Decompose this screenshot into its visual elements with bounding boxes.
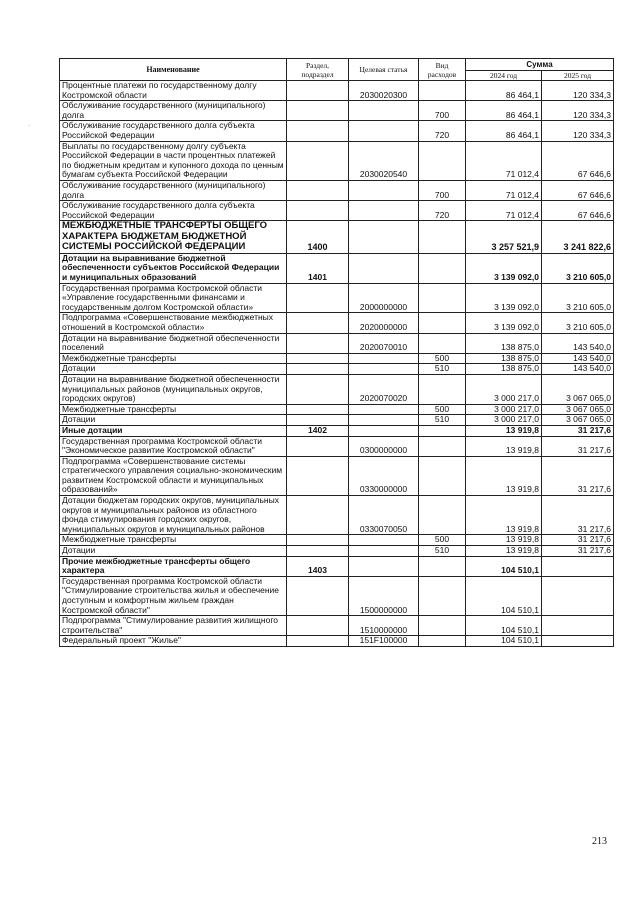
row-exp-type-cell (419, 456, 466, 495)
row-amount-2025-cell: 3 210 605,0 (542, 283, 614, 313)
row-name-cell: Обслуживание государственного долга субъекта Российской Федерации (60, 201, 287, 221)
row-amount-2024-cell: 3 000 217,0 (466, 374, 542, 404)
row-exp-type-cell (419, 436, 466, 456)
row-target-cell (349, 253, 419, 283)
row-name-cell: Процентные платежи по государственному долгу Костромской области (60, 81, 287, 101)
row-name-cell: Дотации бюджетам городских округов, муниципальных округов и муниципальных районов из областного фонда стимулирования городских округов, муниципальных округов и муниципальных районов (60, 496, 287, 535)
row-target-cell (349, 535, 419, 546)
row-section-cell (287, 535, 349, 546)
row-amount-2024-cell: 138 875,0 (466, 333, 542, 353)
row-target-cell (349, 556, 419, 576)
row-exp-type-cell (419, 313, 466, 333)
row-exp-type-cell (419, 496, 466, 535)
row-target-cell: 0330000000 (349, 456, 419, 495)
table-row (60, 180, 614, 200)
row-name-cell: Дотации (60, 364, 287, 375)
row-name-cell: МЕЖБЮДЖЕТНЫЕ ТРАНСФЕРТЫ ОБЩЕГО ХАРАКТЕРА БЮДЖЕТАМ БЮДЖЕТНОЙ СИСТЕМЫ РОССИЙСКОЙ ФЕДЕРАЦИИ (60, 221, 287, 254)
row-amount-2024-cell: 138 875,0 (466, 364, 542, 375)
row-amount-2024-cell: 71 012,4 (466, 141, 542, 180)
row-section-cell (287, 313, 349, 333)
table-row (60, 415, 614, 426)
row-section-cell: 1400 (287, 221, 349, 254)
header-target: Целевая статья (349, 59, 419, 81)
row-name-cell: Обслуживание государственного долга субъекта Российской Федерации (60, 121, 287, 141)
row-section-cell: 1401 (287, 253, 349, 283)
row-name-cell: Дотации на выравнивание бюджетной обеспеченности поселений (60, 333, 287, 353)
row-exp-type-cell: 700 (419, 180, 466, 200)
row-section-cell (287, 456, 349, 495)
row-section-cell (287, 576, 349, 615)
table-row (60, 374, 614, 404)
row-amount-2024-cell: 86 464,1 (466, 81, 542, 101)
table-row (60, 313, 614, 333)
row-target-cell (349, 201, 419, 221)
row-section-cell (287, 180, 349, 200)
row-section-cell (287, 616, 349, 636)
row-amount-2025-cell: 67 646,6 (542, 141, 614, 180)
row-name-cell: Межбюджетные трансферты (60, 404, 287, 415)
table-row (60, 364, 614, 375)
row-amount-2025-cell: 3 067 065,0 (542, 404, 614, 415)
row-amount-2024-cell: 13 919,8 (466, 496, 542, 535)
row-target-cell (349, 180, 419, 200)
row-amount-2025-cell: 31 217,6 (542, 425, 614, 436)
row-section-cell (287, 81, 349, 101)
row-exp-type-cell: 720 (419, 201, 466, 221)
row-amount-2025-cell: 120 334,3 (542, 101, 614, 121)
row-exp-type-cell: 500 (419, 404, 466, 415)
row-target-cell (349, 121, 419, 141)
table-row (60, 81, 614, 101)
row-amount-2024-cell: 104 510,1 (466, 616, 542, 636)
row-amount-2025-cell: 3 241 822,6 (542, 221, 614, 254)
header-year-2024: 2024 год (466, 71, 542, 81)
row-section-cell (287, 436, 349, 456)
row-target-cell: 2030020300 (349, 81, 419, 101)
row-name-cell: Дотации (60, 415, 287, 426)
row-exp-type-cell: 510 (419, 415, 466, 426)
row-target-cell: 1510000000 (349, 616, 419, 636)
row-exp-type-cell: 500 (419, 535, 466, 546)
table-row (60, 636, 614, 647)
table-row (60, 404, 614, 415)
row-target-cell: 2030020540 (349, 141, 419, 180)
table-row (60, 333, 614, 353)
table-row (60, 283, 614, 313)
row-name-cell: Государственная программа Костромской области «Управление государственными финансами и государственным долгом Костромской области» (60, 283, 287, 313)
table-row (60, 121, 614, 141)
header-year-2025: 2025 год (542, 71, 614, 81)
row-exp-type-cell (419, 253, 466, 283)
row-amount-2024-cell: 13 919,8 (466, 546, 542, 557)
budget-table (59, 58, 614, 647)
margin-mark: · (28, 123, 30, 129)
row-exp-type-cell: 510 (419, 546, 466, 557)
row-target-cell: 2020000000 (349, 313, 419, 333)
row-section-cell (287, 201, 349, 221)
row-target-cell (349, 404, 419, 415)
row-name-cell: Дотации (60, 546, 287, 557)
table-row (60, 436, 614, 456)
row-target-cell: 151F100000 (349, 636, 419, 647)
table-row (60, 201, 614, 221)
row-target-cell (349, 364, 419, 375)
row-amount-2025-cell: 31 217,6 (542, 456, 614, 495)
row-section-cell: 1402 (287, 425, 349, 436)
row-amount-2025-cell: 67 646,6 (542, 180, 614, 200)
row-amount-2025-cell (542, 556, 614, 576)
row-amount-2025-cell: 3 067 065,0 (542, 374, 614, 404)
row-amount-2024-cell: 3 000 217,0 (466, 404, 542, 415)
row-target-cell: 2000000000 (349, 283, 419, 313)
row-amount-2024-cell: 104 510,1 (466, 576, 542, 615)
table-row (60, 616, 614, 636)
row-amount-2024-cell: 104 510,1 (466, 636, 542, 647)
row-section-cell (287, 404, 349, 415)
table-header (60, 59, 614, 81)
row-amount-2024-cell: 86 464,1 (466, 101, 542, 121)
row-exp-type-cell: 500 (419, 353, 466, 364)
row-amount-2025-cell: 3 210 605,0 (542, 313, 614, 333)
row-amount-2024-cell: 3 257 521,9 (466, 221, 542, 254)
row-section-cell (287, 353, 349, 364)
row-exp-type-cell (419, 374, 466, 404)
table-row (60, 425, 614, 436)
row-amount-2025-cell: 120 334,3 (542, 121, 614, 141)
row-exp-type-cell: 720 (419, 121, 466, 141)
row-amount-2025-cell: 3 067 065,0 (542, 415, 614, 426)
row-name-cell: Дотации на выравнивание бюджетной обеспеченности субъектов Российской Федерации и муниципальных образований (60, 253, 287, 283)
table-row (60, 221, 614, 254)
row-target-cell: 2020070010 (349, 333, 419, 353)
table-row (60, 535, 614, 546)
row-amount-2025-cell (542, 576, 614, 615)
row-section-cell (287, 121, 349, 141)
row-amount-2024-cell: 71 012,4 (466, 201, 542, 221)
row-name-cell: Межбюджетные трансферты (60, 535, 287, 546)
header-exp-type: Вид расходов (419, 59, 466, 81)
row-amount-2024-cell: 104 510,1 (466, 556, 542, 576)
row-target-cell (349, 415, 419, 426)
table-row (60, 576, 614, 615)
row-name-cell: Прочие межбюджетные трансферты общего характера (60, 556, 287, 576)
header-sum: Сумма (466, 59, 614, 71)
row-amount-2025-cell (542, 636, 614, 647)
row-name-cell: Подпрограмма «Совершенствование межбюджетных отношений в Костромской области» (60, 313, 287, 333)
row-name-cell: Государственная программа Костромской области "Стимулирование строительства жилья и обеспечение доступным и комфортным жильем граждан Костромской области" (60, 576, 287, 615)
row-amount-2024-cell: 13 919,8 (466, 425, 542, 436)
row-exp-type-cell: 510 (419, 364, 466, 375)
row-name-cell: Государственная программа Костромской области "Экономическое развитие Костромской области" (60, 436, 287, 456)
row-target-cell (349, 425, 419, 436)
row-section-cell (287, 415, 349, 426)
row-section-cell (287, 496, 349, 535)
page-number: 213 (592, 836, 607, 847)
row-amount-2025-cell: 31 217,6 (542, 496, 614, 535)
row-amount-2025-cell: 31 217,6 (542, 436, 614, 456)
table-row (60, 496, 614, 535)
table-row (60, 141, 614, 180)
row-amount-2025-cell: 143 540,0 (542, 364, 614, 375)
row-name-cell: Выплаты по государственному долгу субъекта Российской Федерации в части процентных платежей по бюджетным кредитам и купонного дохода по ценным бумагам субъекта Российской Федерации (60, 141, 287, 180)
table-body (60, 81, 614, 647)
row-amount-2025-cell: 120 334,3 (542, 81, 614, 101)
table-row (60, 101, 614, 121)
row-amount-2024-cell: 13 919,8 (466, 456, 542, 495)
header-name: Наименование (60, 59, 287, 81)
table-row (60, 556, 614, 576)
row-name-cell: Дотации на выравнивание бюджетной обеспеченности муниципальных районов (муниципальных округов, городских округов) (60, 374, 287, 404)
row-name-cell: Межбюджетные трансферты (60, 353, 287, 364)
row-amount-2025-cell (542, 616, 614, 636)
row-target-cell: 0300000000 (349, 436, 419, 456)
row-amount-2024-cell: 86 464,1 (466, 121, 542, 141)
row-section-cell: 1403 (287, 556, 349, 576)
row-section-cell (287, 546, 349, 557)
row-amount-2025-cell: 67 646,6 (542, 201, 614, 221)
table-row (60, 546, 614, 557)
row-amount-2024-cell: 3 139 092,0 (466, 253, 542, 283)
row-amount-2025-cell: 143 540,0 (542, 353, 614, 364)
table-row (60, 253, 614, 283)
row-amount-2024-cell: 3 139 092,0 (466, 313, 542, 333)
row-name-cell: Подпрограмма «Совершенствование системы стратегического управления социально-экономическим развитием Костромской области и муниципальных образований» (60, 456, 287, 495)
row-exp-type-cell (419, 636, 466, 647)
row-section-cell (287, 101, 349, 121)
row-section-cell (287, 374, 349, 404)
row-name-cell: Иные дотации (60, 425, 287, 436)
row-section-cell (287, 364, 349, 375)
row-amount-2024-cell: 3 139 092,0 (466, 283, 542, 313)
row-name-cell: Обслуживание государственного (муниципального) долга (60, 101, 287, 121)
row-exp-type-cell (419, 283, 466, 313)
row-exp-type-cell: 700 (419, 101, 466, 121)
row-exp-type-cell (419, 333, 466, 353)
row-exp-type-cell (419, 425, 466, 436)
row-target-cell: 0330070050 (349, 496, 419, 535)
row-target-cell (349, 221, 419, 254)
row-name-cell: Подпрограмма "Стимулирование развития жилищного строительства" (60, 616, 287, 636)
row-amount-2024-cell: 3 000 217,0 (466, 415, 542, 426)
row-exp-type-cell (419, 616, 466, 636)
row-section-cell (287, 283, 349, 313)
header-section: Раздел, подраздел (287, 59, 349, 81)
row-exp-type-cell (419, 81, 466, 101)
row-target-cell (349, 546, 419, 557)
row-exp-type-cell (419, 556, 466, 576)
table-row (60, 353, 614, 364)
row-exp-type-cell (419, 221, 466, 254)
table-row (60, 456, 614, 495)
row-name-cell: Федеральный проект "Жилье" (60, 636, 287, 647)
row-amount-2024-cell: 13 919,8 (466, 436, 542, 456)
row-amount-2024-cell: 138 875,0 (466, 353, 542, 364)
row-amount-2025-cell: 31 217,6 (542, 546, 614, 557)
row-target-cell (349, 353, 419, 364)
row-section-cell (287, 141, 349, 180)
row-exp-type-cell (419, 141, 466, 180)
row-target-cell (349, 101, 419, 121)
row-section-cell (287, 636, 349, 647)
row-amount-2025-cell: 3 210 605,0 (542, 253, 614, 283)
row-amount-2024-cell: 71 012,4 (466, 180, 542, 200)
budget-table-container (59, 58, 613, 647)
row-section-cell (287, 333, 349, 353)
row-target-cell: 2020070020 (349, 374, 419, 404)
row-exp-type-cell (419, 576, 466, 615)
row-target-cell: 1500000000 (349, 576, 419, 615)
row-amount-2025-cell: 143 540,0 (542, 333, 614, 353)
row-amount-2025-cell: 31 217,6 (542, 535, 614, 546)
row-amount-2024-cell: 13 919,8 (466, 535, 542, 546)
row-name-cell: Обслуживание государственного (муниципального) долга (60, 180, 287, 200)
